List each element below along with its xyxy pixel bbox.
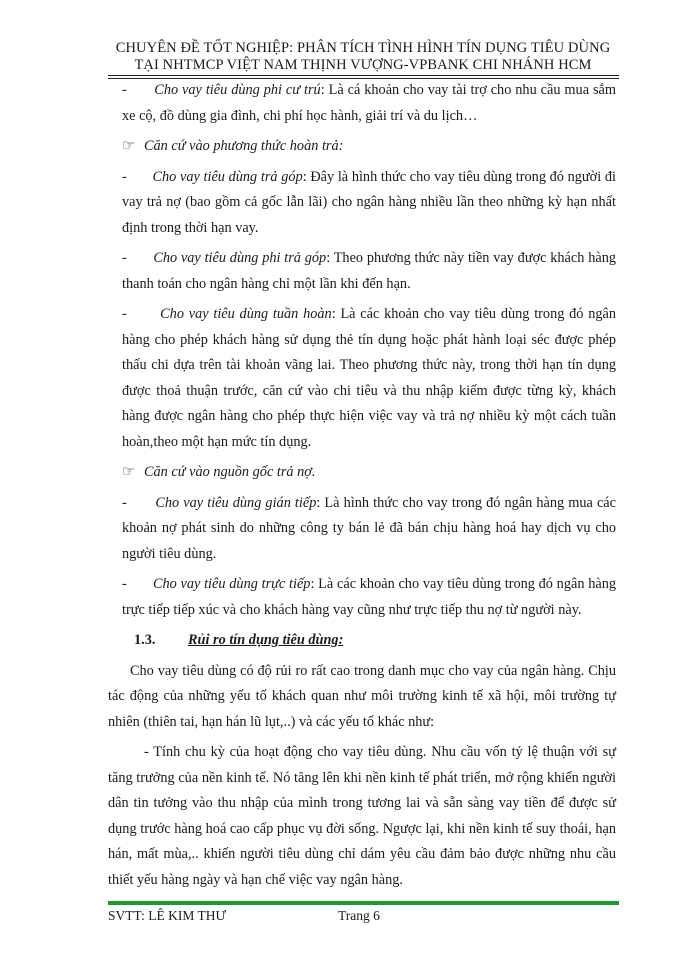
paragraph: Cho vay tiêu dùng có độ rủi ro rất cao trong danh mục cho vay của ngân hàng. Chịu tác động của những yếu tố khách quan như môi trường kinh tế xã hội, môi trường tự nhiên (thiên tai, hạn hán lũ lụt,..) và các yếu tố khác như: — [108, 662, 616, 730]
document-header — [108, 40, 618, 74]
pointing-hand-icon: ☞ — [122, 138, 135, 154]
item-term: Cho vay tiêu dùng phi cư trú — [154, 82, 321, 98]
section-heading — [108, 628, 616, 654]
paragraph: - Tính chu kỳ của hoạt động cho vay tiêu dùng. Nhu cầu vốn tỷ lệ thuận với sự tăng trưởng của nền kinh tế. Nó tăng lên khi nền kinh tế phát triển, mở rộng khiến người dân tin tưởng vào thu nhập của mình trong tương lai và sẵn sàng vay tiền để được sử dụng trước hàng hoá cao cấp phục vụ đời sống. Ngược lại, khi nền kinh tế suy thoái, hạn hán, mất mùa,.. khiến người tiêu dùng chỉ dám yêu cầu đảm bảo được những nhu cầu thiết yếu hàng ngày và hạn chế việc vay ngân hàng. — [108, 744, 616, 888]
item-term: Cho vay tiêu dùng phi trả góp — [153, 250, 327, 266]
pointing-hand-icon: ☞ — [122, 464, 135, 480]
item-text: : Là các khoản cho vay tiêu dùng trong đó ngân hàng trực tiếp tiếp xúc và cho khách hàng vay cũng như trực tiếp thu nợ từ người này. — [122, 576, 617, 618]
list-item: - Cho vay tiêu dùng gián tiếp: Là hình thức cho vay trong đó ngân hàng mua các khoản nợ phát sinh do những công ty bán lẻ đã bán chịu hàng hoá hay dịch vụ cho người tiêu dùng. — [122, 494, 617, 562]
section-label-source: ☞ Căn cứ vào nguồn gốc trả nợ. — [108, 460, 616, 486]
list-item: - Cho vay tiêu dùng tuần hoàn: Là các khoản cho vay tiêu dùng trong đó ngân hàng cho phép khách hàng sử dụng thẻ tín dụng hoặc phát hành loại séc được phép thấu chi dựa trên tài khoản vãng lai. Theo phương thức này, trong thời hạn tín dụng được thoả thuận trước, căn cứ vào chi tiêu và thu nhập kiếm được từng kỳ, khách hàng được ngân hàng cho phép thực hiện việc vay và trả nợ nhiều kỳ một cách tuần hoàn,theo một hạn mức tín dụng. — [122, 306, 616, 450]
item-term: Cho vay tiêu dùng trả góp — [152, 168, 303, 185]
item-text: : Là hình thức cho vay trong đó ngân hàng mua các khoản nợ phát sinh do những công ty bán lẻ đã bán chịu hàng hoá hay dịch vụ cho người tiêu dùng. — [122, 494, 617, 562]
item-term: Cho vay tiêu dùng tuần hoàn — [160, 306, 332, 322]
list-item: - Cho vay tiêu dùng phi cư trú: Là cá khoản cho vay tài trợ cho nhu cầu mua sắm xe cộ, đồ dùng gia đình, chi phí học hành, giải trí và du lịch… — [122, 82, 617, 124]
item-text: : Đây là hình thức cho vay tiêu dùng trong đó người đi vay trả nợ (bao gồm cả gốc lẫn lãi) cho ngân hàng nhiều lần theo những kỳ hạn nhất định trong thời hạn vay. — [122, 168, 616, 236]
page-number: Trang 6 — [338, 908, 380, 923]
item-text: : Là cá khoản cho vay tài trợ cho nhu cầu mua sắm xe cộ, đồ dùng gia đình, chi phí học hành, giải trí và du lịch… — [122, 82, 617, 124]
footer-author: SVTT: LÊ KIM THƯ — [108, 908, 226, 923]
heading-number: 1.3. — [134, 632, 156, 648]
header-line-2: TẠI NHTMCP VIỆT NAM THỊNH VƯỢNG-VPBANK CHI NHÁNH HCM — [134, 57, 592, 73]
list-item: - Cho vay tiêu dùng trực tiếp: Là các khoản cho vay tiêu dùng trong đó ngân hàng trực tiếp tiếp xúc và cho khách hàng vay cũng như trực tiếp thu nợ từ người này. — [122, 576, 617, 618]
list-item: - Cho vay tiêu dùng phi trả góp: Theo phương thức này tiền vay được khách hàng thanh toán cho ngân hàng chỉ một lần khi đến hạn. — [122, 250, 616, 292]
item-text: : Theo phương thức này tiền vay được khách hàng thanh toán cho ngân hàng chỉ một lần khi đến hạn. — [122, 250, 616, 292]
section-label-repayment: ☞ Căn cứ vào phương thức hoàn trả: — [108, 134, 616, 160]
item-text: : Là các khoản cho vay tiêu dùng trong đó ngân hàng cho phép khách hàng sử dụng thẻ tín dụng hoặc phát hành loại séc được phép thấu chi dựa trên tài khoản vãng lai. Theo phương thức này, trong thời hạn tín dụng được thoả thuận trước, căn cứ vào chi tiêu và thu nhập kiếm được từng kỳ, khách hàng được ngân hàng cho phép thực hiện việc vay và trả nợ nhiều kỳ một cách tuần hoàn,theo một hạn mức tín dụng. — [122, 306, 616, 450]
page-content — [108, 78, 616, 893]
footer-rule — [108, 901, 619, 905]
heading-title: Rủi ro tín dụng tiêu dùng: — [188, 632, 344, 648]
list-item: - Cho vay tiêu dùng trả góp: Đây là hình thức cho vay tiêu dùng trong đó người đi vay trả nợ (bao gồm cả gốc lẫn lãi) cho ngân hàng nhiều lần theo những kỳ hạn nhất định trong thời hạn vay. — [122, 168, 616, 236]
item-term: Cho vay tiêu dùng gián tiếp — [155, 494, 317, 511]
item-term: Cho vay tiêu dùng trực tiếp — [152, 576, 311, 592]
header-line-1: CHUYÊN ĐỀ TỐT NGHIỆP: PHÂN TÍCH TÌNH HÌNH TÍN DỤNG TIÊU DÙNG — [115, 40, 611, 56]
